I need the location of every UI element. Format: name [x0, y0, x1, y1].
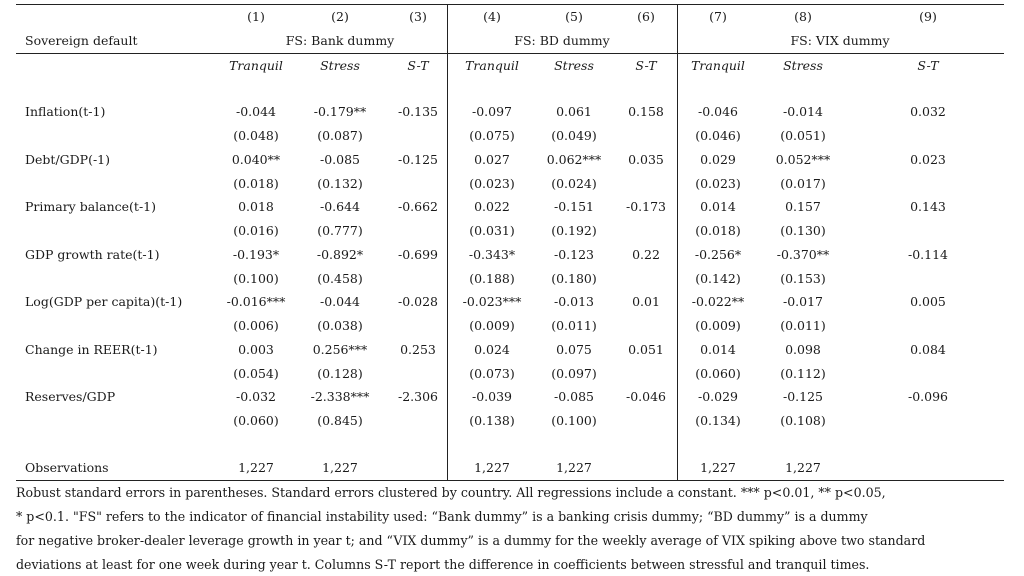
coefficient-cell: -0.097: [471, 104, 513, 119]
std-error-cell: (0.180): [551, 271, 597, 286]
column-number: (1): [247, 9, 265, 24]
coefficient-cell: 0.014: [700, 342, 736, 357]
observations-cell: 1,227: [556, 460, 592, 475]
sub-header: S-T: [635, 58, 657, 73]
std-error-cell: (0.009): [469, 318, 515, 333]
coefficient-cell: -0.370**: [776, 247, 830, 262]
coefficient-cell: -0.032: [235, 389, 277, 404]
coefficient-cell: 0.062***: [546, 152, 602, 167]
coefficient-cell: 0.027: [474, 152, 510, 167]
std-error-cell: (0.006): [233, 318, 279, 333]
coefficient-cell: 0.018: [238, 199, 274, 214]
std-error-cell: (0.100): [551, 413, 597, 428]
bottom-rule: [16, 480, 1004, 481]
std-error-cell: (0.100): [233, 271, 279, 286]
coefficient-cell: 0.003: [238, 342, 274, 357]
sub-header: Tranquil: [465, 58, 519, 73]
coefficient-cell: -0.029: [697, 389, 739, 404]
column-number: (6): [637, 9, 655, 24]
std-error-cell: (0.134): [695, 413, 741, 428]
std-error-cell: (0.060): [695, 366, 741, 381]
column-number: (8): [794, 9, 812, 24]
coefficient-cell: 0.040**: [231, 152, 281, 167]
std-error-cell: (0.132): [317, 176, 363, 191]
std-error-cell: (0.018): [233, 176, 279, 191]
observations-cell: 1,227: [238, 460, 274, 475]
coefficient-cell: -2.338***: [310, 389, 370, 404]
observations-cell: 1,227: [474, 460, 510, 475]
std-error-cell: (0.051): [780, 128, 826, 143]
note-line: for negative broker-dealer leverage growth in year t; and “VIX dummy” is a dummy for the weekly average of VIX spiking above two standard: [16, 533, 926, 548]
std-error-cell: (0.138): [469, 413, 515, 428]
coefficient-cell: -0.256*: [694, 247, 742, 262]
group-divider-1: [447, 4, 448, 481]
coefficient-cell: -0.096: [907, 389, 949, 404]
coefficient-cell: -0.114: [907, 247, 949, 262]
header-rule: [16, 53, 1004, 54]
group-divider-2: [677, 4, 678, 481]
coefficient-cell: -0.125: [397, 152, 439, 167]
coefficient-cell: -0.123: [553, 247, 595, 262]
group-header: FS: VIX dummy: [790, 33, 890, 48]
coefficient-cell: -0.039: [471, 389, 513, 404]
coefficient-cell: -0.193*: [232, 247, 280, 262]
note-line: * p<0.1. "FS" refers to the indicator of financial instability used: “Bank dummy” is a banking crisis dummy; “BD dummy” is a dummy: [16, 509, 868, 524]
coefficient-cell: -0.028: [397, 294, 439, 309]
coefficient-cell: -0.044: [319, 294, 361, 309]
observations-label: Observations: [25, 460, 109, 475]
coefficient-cell: -0.017: [782, 294, 824, 309]
coefficient-cell: 0.023: [910, 152, 946, 167]
std-error-cell: (0.038): [317, 318, 363, 333]
coefficient-cell: -0.699: [397, 247, 439, 262]
coefficient-cell: -2.306: [397, 389, 439, 404]
row-header-label: Sovereign default: [25, 33, 138, 48]
coefficient-cell: -0.135: [397, 104, 439, 119]
coefficient-cell: -0.016***: [226, 294, 286, 309]
sub-header: S-T: [917, 58, 939, 73]
observations-cell: 1,227: [322, 460, 358, 475]
group-header: FS: BD dummy: [514, 33, 610, 48]
coefficient-cell: 0.022: [474, 199, 510, 214]
row-label: GDP growth rate(t-1): [25, 247, 160, 262]
note-line: Robust standard errors in parentheses. Standard errors clustered by country. All regressions include a constant. *** p<0.01, ** p<0.05,: [16, 485, 886, 500]
std-error-cell: (0.023): [695, 176, 741, 191]
coefficient-cell: -0.014: [782, 104, 824, 119]
note-line: deviations at least for one week during year t. Columns S-T report the difference in coefficients between stressful and tranquil times.: [16, 557, 870, 572]
sub-header: Stress: [554, 58, 594, 73]
row-label: Change in REER(t-1): [25, 342, 158, 357]
std-error-cell: (0.130): [780, 223, 826, 238]
std-error-cell: (0.087): [317, 128, 363, 143]
coefficient-cell: 0.024: [474, 342, 510, 357]
coefficient-cell: 0.052***: [775, 152, 831, 167]
coefficient-cell: 0.098: [785, 342, 821, 357]
std-error-cell: (0.054): [233, 366, 279, 381]
std-error-cell: (0.023): [469, 176, 515, 191]
coefficient-cell: -0.662: [397, 199, 439, 214]
coefficient-cell: -0.046: [625, 389, 667, 404]
coefficient-cell: 0.032: [910, 104, 946, 119]
coefficient-cell: 0.22: [632, 247, 660, 262]
sub-header: Tranquil: [229, 58, 283, 73]
coefficient-cell: -0.085: [553, 389, 595, 404]
std-error-cell: (0.009): [695, 318, 741, 333]
coefficient-cell: 0.01: [632, 294, 660, 309]
coefficient-cell: 0.035: [628, 152, 664, 167]
column-number: (2): [331, 9, 349, 24]
row-label: Log(GDP per capita)(t-1): [25, 294, 183, 309]
coefficient-cell: -0.022**: [691, 294, 745, 309]
coefficient-cell: -0.044: [235, 104, 277, 119]
coefficient-cell: -0.046: [697, 104, 739, 119]
coefficient-cell: -0.013: [553, 294, 595, 309]
coefficient-cell: 0.253: [400, 342, 436, 357]
row-label: Reserves/GDP: [25, 389, 116, 404]
std-error-cell: (0.011): [551, 318, 597, 333]
std-error-cell: (0.108): [780, 413, 826, 428]
observations-cell: 1,227: [700, 460, 736, 475]
row-label: Debt/GDP(-1): [25, 152, 111, 167]
std-error-cell: (0.142): [695, 271, 741, 286]
column-number: (5): [565, 9, 583, 24]
coefficient-cell: -0.023***: [462, 294, 522, 309]
std-error-cell: (0.024): [551, 176, 597, 191]
coefficient-cell: 0.158: [628, 104, 664, 119]
row-label: Inflation(t-1): [25, 104, 106, 119]
coefficient-cell: 0.075: [556, 342, 592, 357]
std-error-cell: (0.048): [233, 128, 279, 143]
coefficient-cell: 0.157: [785, 199, 821, 214]
sub-header: Stress: [320, 58, 360, 73]
coefficient-cell: 0.029: [700, 152, 736, 167]
sub-header: Stress: [783, 58, 823, 73]
std-error-cell: (0.060): [233, 413, 279, 428]
std-error-cell: (0.845): [317, 413, 363, 428]
std-error-cell: (0.112): [780, 366, 826, 381]
std-error-cell: (0.192): [551, 223, 597, 238]
coefficient-cell: 0.256***: [312, 342, 368, 357]
std-error-cell: (0.153): [780, 271, 826, 286]
coefficient-cell: -0.125: [782, 389, 824, 404]
sub-header: Tranquil: [691, 58, 745, 73]
std-error-cell: (0.075): [469, 128, 515, 143]
coefficient-cell: -0.179**: [313, 104, 367, 119]
std-error-cell: (0.458): [317, 271, 363, 286]
column-number: (7): [709, 9, 727, 24]
sub-header: S-T: [407, 58, 429, 73]
std-error-cell: (0.011): [780, 318, 826, 333]
std-error-cell: (0.777): [317, 223, 363, 238]
coefficient-cell: -0.151: [553, 199, 595, 214]
column-number: (9): [919, 9, 937, 24]
column-number: (4): [483, 9, 501, 24]
coefficient-cell: 0.005: [910, 294, 946, 309]
std-error-cell: (0.018): [695, 223, 741, 238]
coefficient-cell: -0.343*: [468, 247, 516, 262]
coefficient-cell: -0.644: [319, 199, 361, 214]
coefficient-cell: 0.014: [700, 199, 736, 214]
std-error-cell: (0.128): [317, 366, 363, 381]
coefficient-cell: -0.173: [625, 199, 667, 214]
std-error-cell: (0.046): [695, 128, 741, 143]
column-number: (3): [409, 9, 427, 24]
group-header: FS: Bank dummy: [285, 33, 395, 48]
std-error-cell: (0.188): [469, 271, 515, 286]
observations-cell: 1,227: [785, 460, 821, 475]
std-error-cell: (0.031): [469, 223, 515, 238]
top-rule: [16, 4, 1004, 5]
std-error-cell: (0.097): [551, 366, 597, 381]
std-error-cell: (0.073): [469, 366, 515, 381]
coefficient-cell: 0.051: [628, 342, 664, 357]
coefficient-cell: -0.892*: [316, 247, 364, 262]
coefficient-cell: -0.085: [319, 152, 361, 167]
std-error-cell: (0.017): [780, 176, 826, 191]
coefficient-cell: 0.084: [910, 342, 946, 357]
coefficient-cell: 0.143: [910, 199, 946, 214]
std-error-cell: (0.016): [233, 223, 279, 238]
row-label: Primary balance(t-1): [25, 199, 157, 214]
coefficient-cell: 0.061: [556, 104, 592, 119]
std-error-cell: (0.049): [551, 128, 597, 143]
